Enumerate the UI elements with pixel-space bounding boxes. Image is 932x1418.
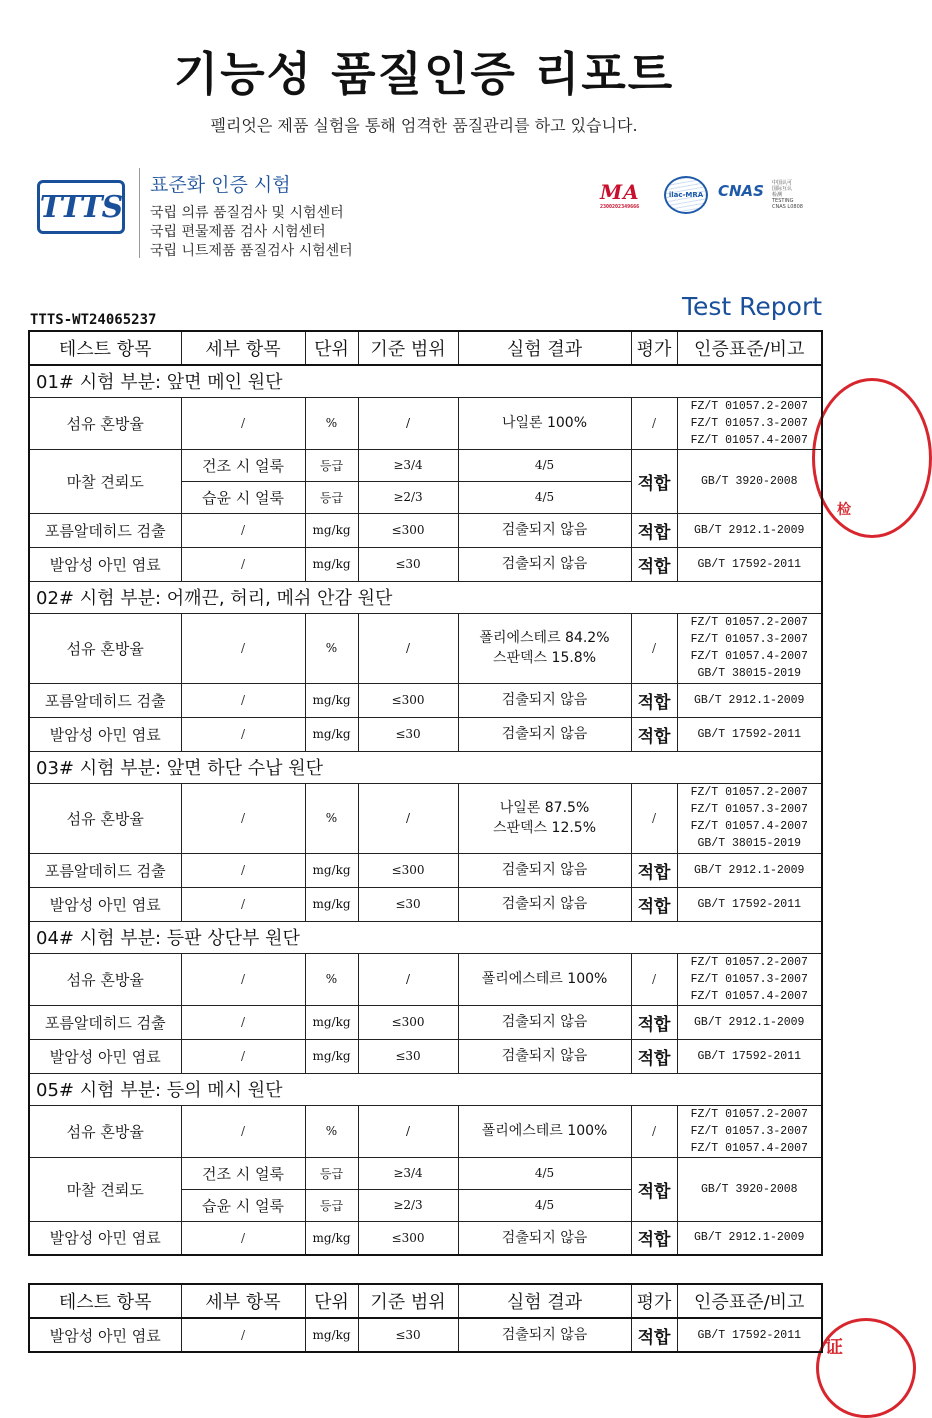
sub-item: / <box>181 1318 305 1352</box>
evaluation: 적합 <box>631 1221 677 1255</box>
certification-standard <box>677 513 822 547</box>
evaluation: 적합 <box>631 853 677 887</box>
unit: % <box>305 1105 358 1157</box>
institute-line-3: 국립 니트제품 품질검사 시험센터 <box>150 243 353 259</box>
standard-range: / <box>358 783 458 853</box>
evaluation: / <box>631 613 677 683</box>
report-number: TTTS-WT24065237 <box>30 312 157 328</box>
certification-standard-line: GB/T 2912.1-2009 <box>694 523 805 537</box>
unit: mg/kg <box>305 1039 358 1073</box>
test-item: 발암성 아민 염료 <box>29 717 181 751</box>
column-header: 단위 <box>305 331 358 365</box>
sub-item: / <box>181 853 305 887</box>
table-row <box>29 853 822 887</box>
certification-standard <box>677 449 822 513</box>
certification-standard-line: FZ/T 01057.4-2007 <box>690 989 808 1003</box>
standard-range: ≤300 <box>358 1221 458 1255</box>
test-result <box>458 783 631 853</box>
certification-standard-line: FZ/T 01057.2-2007 <box>690 786 808 799</box>
table-row <box>29 953 822 1005</box>
cnas-caption <box>772 180 820 210</box>
test-result: 검출되지 않음 <box>458 1318 631 1352</box>
sub-item: 건조 시 얼룩 <box>181 1157 305 1189</box>
test-item: 섬유 혼방율 <box>29 953 181 1005</box>
standard-range: / <box>358 397 458 449</box>
test-report-label: Test Report <box>682 292 823 321</box>
column-header: 평가 <box>631 1284 677 1318</box>
sub-item: / <box>181 397 305 449</box>
sub-item: / <box>181 717 305 751</box>
certification-standard-line: GB/T 17592-2011 <box>697 1328 802 1342</box>
test-item: 섬유 혼방율 <box>29 1105 181 1157</box>
certification-standard <box>677 953 822 1005</box>
table-header-row <box>29 331 822 365</box>
ilac-mra-logo: ilac-MRA <box>664 176 708 214</box>
section-title: 03# 시험 부분: 앞면 하단 수납 원단 <box>29 751 822 783</box>
section-title: 04# 시험 부분: 등판 상단부 원단 <box>29 921 822 953</box>
certification-standard-line: GB/T 3920-2008 <box>700 474 798 488</box>
certification-standard-line: FZ/T 01057.3-2007 <box>690 416 808 430</box>
standard-range: ≥3/4 <box>358 1157 458 1189</box>
column-header: 테스트 항목 <box>29 331 181 365</box>
certification-standard <box>677 547 822 581</box>
column-header: 평가 <box>631 331 677 365</box>
certification-standard <box>677 853 822 887</box>
test-result: 4/5 <box>458 449 631 481</box>
column-header: 인증표준/비고 <box>677 331 822 365</box>
sub-item: / <box>181 953 305 1005</box>
standard-range: ≥2/3 <box>358 481 458 513</box>
certification-logos <box>600 176 820 216</box>
test-result-line: 스판덱스 15.8% <box>492 650 597 666</box>
test-result: 검출되지 않음 <box>458 683 631 717</box>
test-item: 발암성 아민 염료 <box>29 1318 181 1352</box>
standard-range: ≤30 <box>358 717 458 751</box>
institute-line-1: 국립 의류 품질검사 및 시험센터 <box>150 205 344 221</box>
unit: % <box>305 397 358 449</box>
test-item: 섬유 혼방율 <box>29 397 181 449</box>
test-result: 폴리에스테르 100% <box>458 1105 631 1157</box>
test-item: 발암성 아민 염료 <box>29 1221 181 1255</box>
test-result <box>458 613 631 683</box>
table-header-row <box>29 1284 822 1318</box>
unit: mg/kg <box>305 1005 358 1039</box>
unit: 등급 <box>305 449 358 481</box>
standard-range: ≥3/4 <box>358 449 458 481</box>
unit: % <box>305 953 358 1005</box>
unit: % <box>305 783 358 853</box>
sub-item: / <box>181 513 305 547</box>
evaluation: 적합 <box>631 1157 677 1221</box>
test-result: 검출되지 않음 <box>458 513 631 547</box>
unit: mg/kg <box>305 547 358 581</box>
certification-standard <box>677 1105 822 1157</box>
certification-standard-line: FZ/T 01057.3-2007 <box>690 972 808 986</box>
section-row <box>29 1073 822 1105</box>
page-title: 기능성 품질인증 리포트 <box>173 47 675 101</box>
certification-standard-line: FZ/T 01057.2-2007 <box>690 1107 808 1121</box>
evaluation: / <box>631 953 677 1005</box>
test-result: 검출되지 않음 <box>458 1005 631 1039</box>
section-row <box>29 581 822 613</box>
cnas-caption-3: 检测 <box>772 192 783 198</box>
table-row <box>29 1039 822 1073</box>
standard-range: ≤300 <box>358 853 458 887</box>
unit: 등급 <box>305 1189 358 1221</box>
table-row <box>29 783 822 853</box>
certification-standard-line: GB/T 3920-2008 <box>700 1182 798 1196</box>
table-row <box>29 513 822 547</box>
test-item: 섬유 혼방율 <box>29 613 181 683</box>
column-header: 기준 범위 <box>358 331 458 365</box>
test-result: 4/5 <box>458 1189 631 1221</box>
cnas-caption-4: TESTING <box>772 198 794 204</box>
sub-item: / <box>181 547 305 581</box>
certification-standard-line: GB/T 2912.1-2009 <box>694 693 805 707</box>
institute-title: 표준화 인증 시험 <box>150 174 291 196</box>
test-item: 포름알데히드 검출 <box>29 853 181 887</box>
certification-standard-line: FZ/T 01057.4-2007 <box>690 820 808 833</box>
evaluation: 적합 <box>631 683 677 717</box>
test-result: 검출되지 않음 <box>458 1039 631 1073</box>
sub-item: / <box>181 1039 305 1073</box>
unit: mg/kg <box>305 683 358 717</box>
evaluation: 적합 <box>631 1318 677 1352</box>
certification-standard-line: GB/T 2912.1-2009 <box>694 1015 805 1029</box>
cnas-caption-1: 中国认可 <box>772 180 793 186</box>
evaluation: 적합 <box>631 1039 677 1073</box>
test-result-line: 폴리에스테르 84.2% <box>479 630 610 646</box>
test-result: 폴리에스테르 100% <box>458 953 631 1005</box>
cma-mark: MA <box>600 180 640 204</box>
unit: mg/kg <box>305 1318 358 1352</box>
cma-number: 2300202349666 <box>600 204 640 210</box>
table-row <box>29 397 822 449</box>
test-item: 마찰 견뢰도 <box>29 449 181 513</box>
column-header: 세부 항목 <box>181 1284 305 1318</box>
evaluation: / <box>631 397 677 449</box>
sub-item: / <box>181 1221 305 1255</box>
evaluation: 적합 <box>631 449 677 513</box>
unit: mg/kg <box>305 513 358 547</box>
certification-standard <box>677 1005 822 1039</box>
test-item: 포름알데히드 검출 <box>29 1005 181 1039</box>
official-stamp-2 <box>816 1318 916 1418</box>
certification-standard-line: GB/T 17592-2011 <box>697 1049 802 1063</box>
column-header: 세부 항목 <box>181 331 305 365</box>
column-header: 실험 결과 <box>458 331 631 365</box>
standard-range: ≤300 <box>358 513 458 547</box>
table-row <box>29 1105 822 1157</box>
evaluation: 적합 <box>631 547 677 581</box>
cnas-caption-2: 国际互认 <box>772 186 793 192</box>
sub-item: 건조 시 얼룩 <box>181 449 305 481</box>
test-result: 검출되지 않음 <box>458 853 631 887</box>
table-row <box>29 613 822 683</box>
evaluation: 적합 <box>631 887 677 921</box>
evaluation: 적합 <box>631 717 677 751</box>
test-item: 마찰 견뢰도 <box>29 1157 181 1221</box>
cnas-logo: CNAS <box>718 182 764 200</box>
test-report-table-2 <box>28 1283 823 1353</box>
sub-item: / <box>181 1005 305 1039</box>
test-result-line: 스판덱스 12.5% <box>492 820 597 836</box>
standard-range: ≤30 <box>358 547 458 581</box>
test-item: 포름알데히드 검출 <box>29 683 181 717</box>
certification-standard-line: FZ/T 01057.3-2007 <box>690 1124 808 1138</box>
section-row <box>29 751 822 783</box>
test-result: 4/5 <box>458 1157 631 1189</box>
unit: mg/kg <box>305 853 358 887</box>
certification-standard <box>677 1157 822 1221</box>
certification-standard-line: GB/T 17592-2011 <box>697 557 802 571</box>
table-row <box>29 717 822 751</box>
standard-range: ≤300 <box>358 1005 458 1039</box>
certification-standard-line: GB/T 38015-2019 <box>697 667 802 680</box>
certification-standard-line: FZ/T 01057.2-2007 <box>690 616 808 629</box>
certification-standard <box>677 783 822 853</box>
sub-item: / <box>181 1105 305 1157</box>
column-header: 테스트 항목 <box>29 1284 181 1318</box>
cnas-caption-5: CNAS L0808 <box>772 204 803 210</box>
test-result: 4/5 <box>458 481 631 513</box>
certification-standard-line: FZ/T 01057.4-2007 <box>690 1141 808 1155</box>
certification-standard <box>677 613 822 683</box>
page-subtitle: 펠리엇은 제품 실험을 통해 엄격한 품질관리를 하고 있습니다. <box>210 116 638 135</box>
sub-item: / <box>181 887 305 921</box>
certification-standard-line: GB/T 2912.1-2009 <box>694 863 805 877</box>
test-result: 검출되지 않음 <box>458 717 631 751</box>
certification-standard <box>677 887 822 921</box>
column-header: 인증표준/비고 <box>677 1284 822 1318</box>
sub-item: / <box>181 613 305 683</box>
official-stamp <box>812 378 932 538</box>
section-title: 05# 시험 부분: 등의 메시 원단 <box>29 1073 822 1105</box>
evaluation: 적합 <box>631 1005 677 1039</box>
test-item: 포름알데히드 검출 <box>29 513 181 547</box>
test-result: 검출되지 않음 <box>458 887 631 921</box>
standard-range: ≤300 <box>358 683 458 717</box>
standard-range: / <box>358 1105 458 1157</box>
table-row <box>29 547 822 581</box>
column-header: 단위 <box>305 1284 358 1318</box>
certification-standard-line: FZ/T 01057.4-2007 <box>690 433 808 447</box>
certification-standard <box>677 683 822 717</box>
column-header: 실험 결과 <box>458 1284 631 1318</box>
certification-standard-line: GB/T 17592-2011 <box>697 897 802 911</box>
certification-standard <box>677 1221 822 1255</box>
unit: mg/kg <box>305 717 358 751</box>
stamp-text-2: 证 <box>825 1337 843 1358</box>
sub-item: / <box>181 683 305 717</box>
standard-range: / <box>358 613 458 683</box>
test-report-table <box>28 330 823 1256</box>
certification-standard-line: FZ/T 01057.3-2007 <box>690 803 808 816</box>
certification-standard-line: FZ/T 01057.2-2007 <box>690 399 808 413</box>
test-result-line: 나일론 87.5% <box>499 800 590 816</box>
test-result: 검출되지 않음 <box>458 547 631 581</box>
unit: mg/kg <box>305 887 358 921</box>
certification-standard <box>677 1039 822 1073</box>
stamp-text: 检 <box>837 502 851 518</box>
sub-item: / <box>181 783 305 853</box>
column-header: 기준 범위 <box>358 1284 458 1318</box>
test-result: 검출되지 않음 <box>458 1221 631 1255</box>
certification-standard <box>677 397 822 449</box>
evaluation: / <box>631 783 677 853</box>
test-item: 섬유 혼방율 <box>29 783 181 853</box>
section-title: 02# 시험 부분: 어깨끈, 허리, 메쉬 안감 원단 <box>29 581 822 613</box>
certification-standard-line: FZ/T 01057.2-2007 <box>690 955 808 969</box>
standard-range: ≤30 <box>358 1039 458 1073</box>
table-row <box>29 1157 822 1189</box>
certification-standard-line: GB/T 2912.1-2009 <box>694 1231 805 1245</box>
table-row <box>29 683 822 717</box>
evaluation: 적합 <box>631 513 677 547</box>
test-item: 발암성 아민 염료 <box>29 887 181 921</box>
cma-logo <box>600 176 654 216</box>
unit: 등급 <box>305 481 358 513</box>
test-item: 발암성 아민 염료 <box>29 1039 181 1073</box>
institute-line-2: 국립 편물제품 검사 시험센터 <box>150 224 326 240</box>
standard-range: ≤30 <box>358 1318 458 1352</box>
certification-standard-line: FZ/T 01057.3-2007 <box>690 633 808 646</box>
standard-range: ≥2/3 <box>358 1189 458 1221</box>
section-row <box>29 921 822 953</box>
certification-standard-line: GB/T 17592-2011 <box>697 727 802 741</box>
standard-range: / <box>358 953 458 1005</box>
sub-item: 습윤 시 얼룩 <box>181 1189 305 1221</box>
certification-standard <box>677 1318 822 1352</box>
table-row <box>29 1221 822 1255</box>
logo-divider <box>139 168 140 258</box>
certification-standard-line: GB/T 38015-2019 <box>697 837 802 850</box>
certification-standard-line: FZ/T 01057.4-2007 <box>690 650 808 663</box>
table-row <box>29 449 822 481</box>
certification-standard <box>677 717 822 751</box>
table-row <box>29 887 822 921</box>
test-result: 나일론 100% <box>458 397 631 449</box>
section-row <box>29 365 822 397</box>
section-title: 01# 시험 부분: 앞면 메인 원단 <box>29 365 822 397</box>
sub-item: 습윤 시 얼룩 <box>181 481 305 513</box>
table-row <box>29 1005 822 1039</box>
test-item: 발암성 아민 염료 <box>29 547 181 581</box>
unit: mg/kg <box>305 1221 358 1255</box>
standard-range: ≤30 <box>358 887 458 921</box>
unit: 등급 <box>305 1157 358 1189</box>
table-row <box>29 1318 822 1352</box>
ttts-logo: TTTS <box>37 180 125 234</box>
unit: % <box>305 613 358 683</box>
evaluation: / <box>631 1105 677 1157</box>
